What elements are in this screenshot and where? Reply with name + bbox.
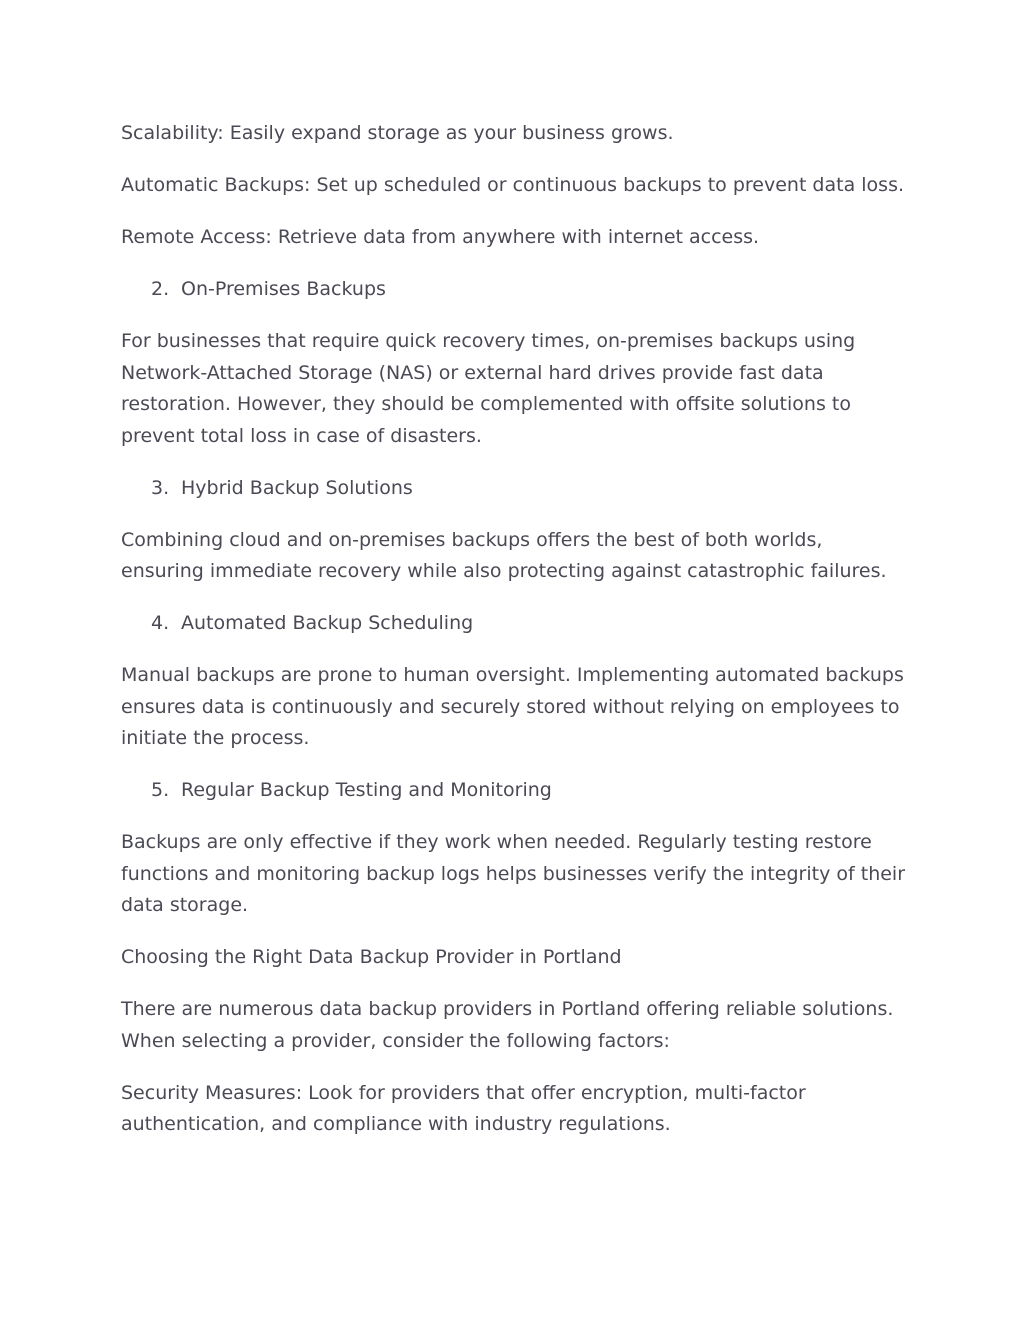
list-item-on-premises — [121, 274, 911, 306]
list-number: 4. — [151, 612, 170, 634]
document-page — [121, 118, 911, 1161]
paragraph-scalability: Scalability: Easily expand storage as your business grows. — [121, 122, 674, 144]
list-label: Automated Backup Scheduling — [181, 612, 474, 634]
paragraph-providers: There are numerous data backup providers in Portland offering reliable solutions. When selecting a provider, consider the following factors: — [121, 998, 894, 1052]
list-item-testing — [121, 775, 911, 807]
list-number: 2. — [151, 278, 170, 300]
list-item-hybrid — [121, 473, 911, 505]
paragraph-on-premises: For businesses that require quick recovery times, on-premises backups using Network-Attached Storage (NAS) or external hard drives provide fast data restoration. However, they should be complemented with offsite solutions to prevent total loss in case of disasters. — [121, 330, 856, 447]
list-label: On-Premises Backups — [181, 278, 386, 300]
paragraph-automatic-backups: Automatic Backups: Set up scheduled or continuous backups to prevent data loss. — [121, 174, 905, 196]
paragraph-security-measures: Security Measures: Look for providers that offer encryption, multi-factor authentication, and compliance with industry regulations. — [121, 1081, 806, 1135]
section-heading-choosing-provider: Choosing the Right Data Backup Provider in Portland — [121, 946, 622, 968]
paragraph-hybrid: Combining cloud and on-premises backups offers the best of both worlds, ensuring immediate recovery while also protecting against catastrophic failures. — [121, 528, 887, 582]
list-number: 5. — [151, 779, 170, 801]
list-item-automated — [121, 608, 911, 640]
paragraph-automated: Manual backups are prone to human oversight. Implementing automated backups ensures data is continuously and securely stored without relying on employees to initiate the process. — [121, 664, 904, 749]
list-label: Regular Backup Testing and Monitoring — [181, 779, 552, 801]
list-label: Hybrid Backup Solutions — [181, 476, 413, 499]
paragraph-remote-access: Remote Access: Retrieve data from anywhere with internet access. — [121, 226, 760, 248]
list-number: 3. — [151, 476, 170, 499]
paragraph-testing: Backups are only effective if they work when needed. Regularly testing restore functions and monitoring backup logs helps businesses verify the integrity of their data storage. — [121, 831, 906, 916]
